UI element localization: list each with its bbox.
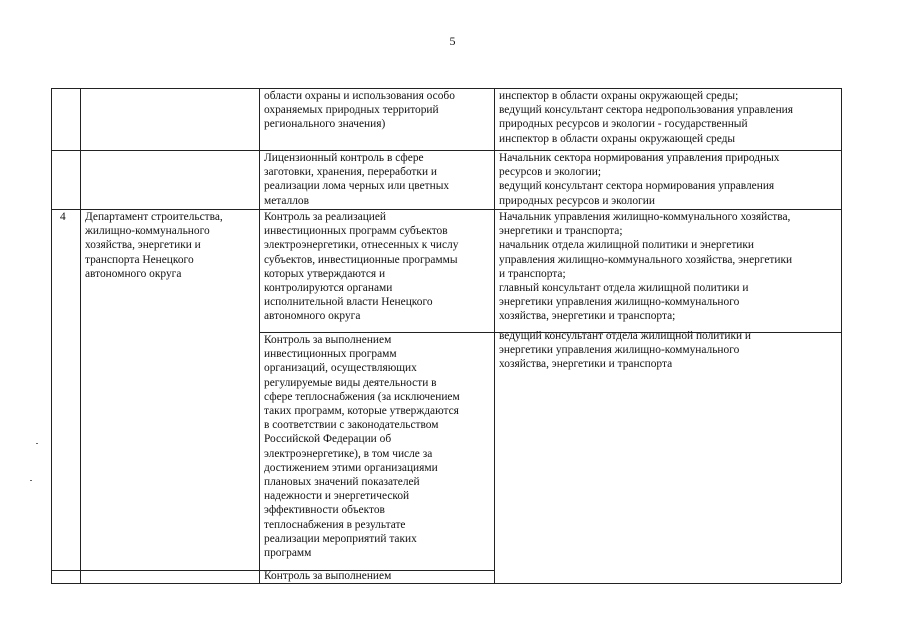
column-divider xyxy=(494,88,495,583)
cell-positions: Начальник управления жилищно-коммунального хозяйства, энергетики и транспорта; начальник отдела жилищной политики и энергетики управления жилищно-коммунального хозяйства, энергетики и транспорта; главный консультант отдела жилищной политики и энергетики управления жилищно-коммунального хозяйства, энергетики и транспорта; xyxy=(499,211,793,323)
cell-function: Контроль за реализацией инвестиционных программ субъектов электроэнергетики, отнесенных к числу субъектов, инвестиционные программы которых утверждаются и контролируются органами исполнительной власти Ненецкого автономного округа xyxy=(264,211,459,323)
cell-positions: Начальник сектора нормирования управления природных ресурсов и экологии; ведущий консультант сектора нормирования управления природных ресурсов и экологии xyxy=(499,152,780,207)
cell-function: Лицензионный контроль в сфере заготовки, хранения, переработки и реализации лома черных или цветных металлов xyxy=(264,152,450,207)
cell-no: 4 xyxy=(60,211,66,223)
scan-speck xyxy=(36,443,38,444)
table-right-border xyxy=(841,88,842,583)
page-number: 5 xyxy=(449,34,456,48)
scan-speck xyxy=(30,480,32,481)
cell-positions: ведущий консультант отдела жилищной политики и энергетики управления жилищно-коммунального хозяйства, энергетики и транспорта xyxy=(499,330,752,371)
column-divider xyxy=(80,88,81,583)
cell-function: Контроль за выполнением xyxy=(264,570,392,582)
cell-function: Контроль за выполнением инвестиционных программ организаций, осуществляющих регулируемые виды деятельности в сфере теплоснабжения (за исключением таких программ, которые утверждаются в соответствии с законодательством Российской Федерации об электроэнергетике), в том числе за достижением этими организациями плановых значений показателей надежности и энергетической эффективности объектов теплоснабжения в результате реализации мероприятий таких программ xyxy=(264,334,460,560)
cell-department: Департамент строительства, жилищно-коммунального хозяйства, энергетики и транспорта Ненецкого автономного округа xyxy=(85,211,223,280)
table-left-border xyxy=(51,88,52,583)
cell-positions: инспектор в области охраны окружающей среды; ведущий консультант сектора недропользования управления природных ресурсов и экологии - государственный инспектор в области охраны окружающей среды xyxy=(499,90,793,145)
cell-function: области охраны и использования особо охраняемых природных территорий регионального значения) xyxy=(264,90,455,131)
column-divider xyxy=(259,88,260,583)
